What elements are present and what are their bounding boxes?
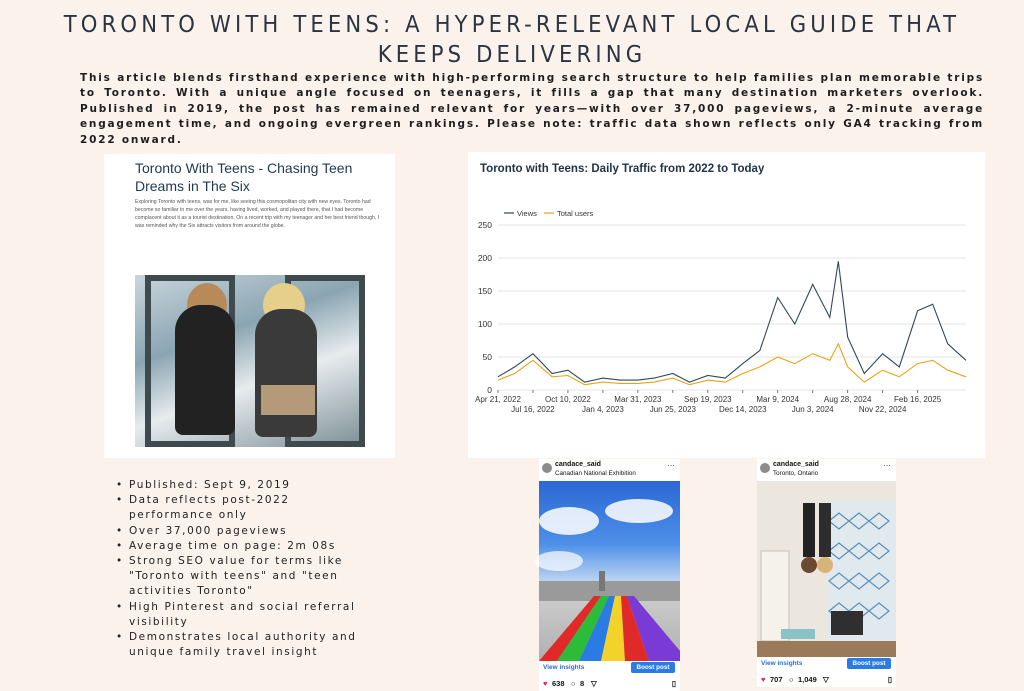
person-figure xyxy=(175,305,235,435)
intro-paragraph: This article blends firsthand experience with high-performing search structure to help families plan memorable trips to Toronto. With a unique angle focused on teenagers, it fills a gap that many destination marketers overlook. Published in 2019, the post has remained relevant for years—with over 37,000 pageviews, a 2-minute average engagement time, and ongoing evergreen rankings. Please note: traffic data shown reflects only GA4 tracking from 2022 onward. xyxy=(80,72,984,146)
list-item: • Demonstrates local authority and unique family travel insight xyxy=(116,630,376,660)
article-photo xyxy=(135,275,365,447)
view-insights-link[interactable]: View insights xyxy=(543,664,585,671)
post-stats xyxy=(757,671,896,687)
highlights-list xyxy=(116,478,376,660)
y-tick-label: 0 xyxy=(487,385,492,395)
article-preview xyxy=(104,154,395,458)
avatar[interactable] xyxy=(760,463,770,473)
list-item: • Strong SEO value for terms like "Toronto with teens" and "teen activities Toronto" xyxy=(116,554,376,600)
article-body: Exploring Toronto with teens, was for me, like seeing this cosmopolitan city with new eyes. Toronto had become so familiar to me over the years, having lived, worked, and played there, that I had become complacent about it as a tourist destination. On a recent trip with my teenager and her best friend though, I was reminded why the Six attracts visitors from around the globe. xyxy=(135,199,380,229)
legend-label: Views xyxy=(517,209,537,218)
post-header xyxy=(539,459,680,481)
share-icon[interactable]: ▽ xyxy=(591,679,597,688)
x-tick-label: Oct 10, 2022 xyxy=(545,395,591,404)
post-stats xyxy=(539,675,680,691)
comment-icon[interactable]: ○ xyxy=(571,679,576,688)
boost-post-button[interactable]: Boost post xyxy=(847,658,891,669)
chart-title: Toronto with Teens: Daily Traffic from 2022 to Today xyxy=(480,163,765,175)
traffic-chart xyxy=(468,152,985,458)
bookmark-icon[interactable]: ▯ xyxy=(887,675,892,684)
view-insights-link[interactable]: View insights xyxy=(761,660,803,667)
series-line-views xyxy=(498,261,966,382)
x-tick-label: Aug 28, 2024 xyxy=(823,395,872,404)
x-tick-label: Sep 19, 2023 xyxy=(684,395,732,404)
post-image xyxy=(539,481,680,661)
username[interactable]: candace_said xyxy=(555,461,601,468)
x-tick-label: Jul 16, 2022 xyxy=(511,405,555,414)
comments-count: 8 xyxy=(580,679,585,688)
x-tick-label: Mar 9, 2024 xyxy=(756,395,800,404)
x-tick-label: Dec 14, 2023 xyxy=(718,405,767,414)
bookmark-icon[interactable]: ▯ xyxy=(671,679,676,688)
comments-count: 1,049 xyxy=(798,675,817,684)
username[interactable]: candace_said xyxy=(773,461,819,468)
y-tick-label: 100 xyxy=(477,319,492,329)
traffic-chart-card xyxy=(468,152,985,458)
share-icon[interactable]: ▽ xyxy=(823,675,829,684)
y-tick-label: 250 xyxy=(477,220,492,230)
list-item: • High Pinterest and social referral visibility xyxy=(116,600,376,630)
post-actions xyxy=(757,657,896,671)
list-item: • Average time on page: 2m 08s xyxy=(116,539,376,554)
heart-icon[interactable]: ♥ xyxy=(543,679,548,688)
more-options-icon[interactable]: ⋯ xyxy=(883,461,891,470)
likes-count: 638 xyxy=(552,679,565,688)
x-tick-label: Jun 25, 2023 xyxy=(649,405,696,414)
comment-icon[interactable]: ○ xyxy=(789,675,794,684)
x-tick-label: Feb 16, 2025 xyxy=(894,395,942,404)
article-title: Toronto With Teens - Chasing Teen Dreams in The Six xyxy=(135,160,353,194)
post-header xyxy=(757,459,896,481)
x-tick-label: Apr 21, 2022 xyxy=(475,395,521,404)
instagram-post xyxy=(757,459,896,687)
post-image xyxy=(757,481,896,657)
upside-down-room-illustration xyxy=(757,481,896,657)
page-title: TORONTO WITH TEENS: A HYPER-RELEVANT LOCAL GUIDE THAT KEEPS DELIVERING xyxy=(63,12,961,68)
y-tick-label: 200 xyxy=(477,253,492,263)
list-item: • Data reflects post-2022 performance only xyxy=(116,493,376,523)
person-figure xyxy=(255,309,317,437)
list-item: • Published: Sept 9, 2019 xyxy=(116,478,376,493)
x-tick-label: Jan 4, 2023 xyxy=(581,405,624,414)
likes-count: 707 xyxy=(770,675,783,684)
list-item: • Over 37,000 pageviews xyxy=(116,524,376,539)
more-options-icon[interactable]: ⋯ xyxy=(667,461,675,470)
post-location[interactable]: Toronto, Ontario xyxy=(773,470,819,477)
legend-label: Total users xyxy=(557,209,594,218)
avatar[interactable] xyxy=(542,463,552,473)
shorts xyxy=(261,385,315,415)
heart-icon[interactable]: ♥ xyxy=(761,675,766,684)
post-actions xyxy=(539,661,680,675)
x-tick-label: Nov 22, 2024 xyxy=(858,405,907,414)
boost-post-button[interactable]: Boost post xyxy=(631,662,675,673)
y-tick-label: 150 xyxy=(477,286,492,296)
x-tick-label: Jun 3, 2024 xyxy=(791,405,834,414)
slides-illustration xyxy=(539,481,680,661)
x-tick-label: Mar 31, 2023 xyxy=(614,395,662,404)
post-location[interactable]: Canadian National Exhibition xyxy=(555,470,636,477)
instagram-post xyxy=(539,459,680,691)
y-tick-label: 50 xyxy=(482,352,492,362)
